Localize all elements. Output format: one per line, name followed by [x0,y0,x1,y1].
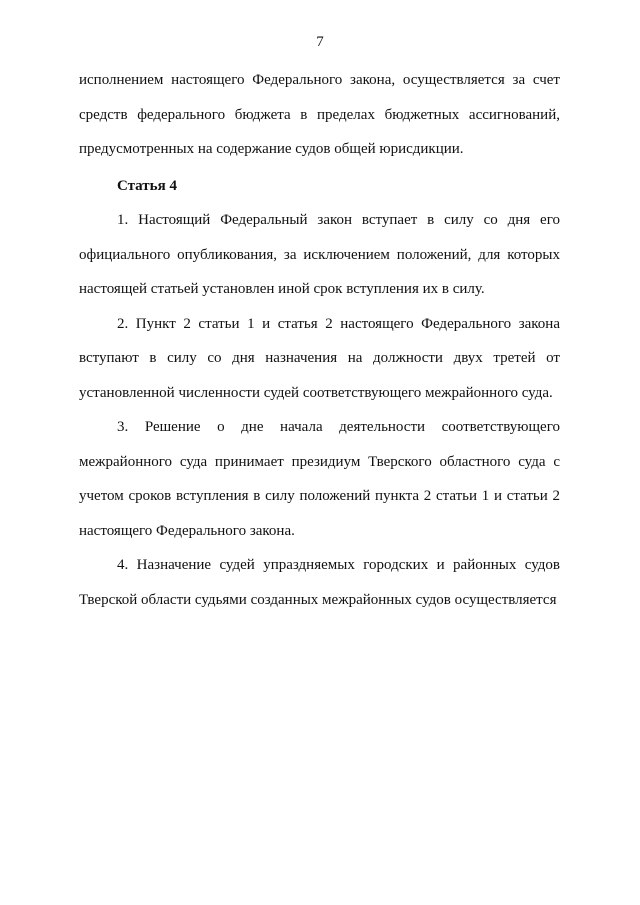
text-line: установленной численности судей соответствующего межрайонного суда. [79,384,553,401]
text-line: 1. Настоящий Федеральный закон вступает в силу со дня его [117,212,560,228]
paragraph-3 [79,410,560,548]
text-line: 4. Назначение судей упраздняемых городских и районных судов [117,557,560,573]
text-line: официального опубликования, за исключением положений, для которых [79,246,560,263]
paragraph-4 [79,548,560,617]
text-line: вступают в силу со дня назначения на должности двух третей от [79,350,560,366]
text-line: Тверской области судьями созданных межрайонных судов осуществляется [79,591,557,608]
text-line: предусмотренных на содержание судов общей юрисдикции. [79,141,464,157]
text-line: средств федерального бюджета в пределах бюджетных ассигнований, [79,106,560,123]
paragraph-1 [79,203,560,307]
text-line: 2. Пункт 2 статьи 1 и статья 2 настоящего Федерального закона [117,315,560,332]
text-line: учетом сроков вступления в силу положений пункта 2 статьи 1 и статьи 2 [79,488,560,504]
text-line: исполнением настоящего Федерального закона, осуществляется за счет [79,72,560,88]
document-body [79,63,560,617]
text-line: настоящего Федерального закона. [79,522,295,539]
article-heading: Статья 4 [117,177,177,194]
paragraph-2 [79,307,560,411]
text-line: 3. Решение о дне начала деятельности соответствующего [117,419,560,435]
text-line: межрайонного суда принимает президиум Тверского областного суда с [79,453,560,470]
paragraph-continuation [79,63,560,167]
page-number: 7 [316,34,324,50]
text-line: настоящей статьей установлен иной срок вступления их в силу. [79,281,485,297]
